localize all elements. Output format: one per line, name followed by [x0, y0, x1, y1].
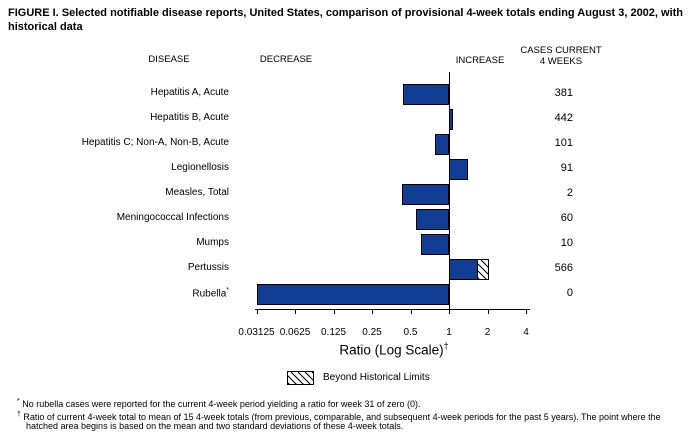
dagger-marker: † [17, 410, 21, 418]
figure-title: FIGURE I. Selected notifiable disease reports, United States, comparison of provisional 4-week totals ending August 3, 2002, with historical data [8, 7, 684, 33]
footnote-ratio-definition-text: Ratio of current 4-week total to mean of 15 4-week totals (from previous, comparable, and subsequent 4-week periods for the past 5 years). The point where the hatched area begins is based on the mean and two standard deviations of these 4-week totals. [23, 411, 661, 431]
disease-label [165, 187, 229, 198]
footnote-ratio-definition [17, 410, 693, 432]
column-header-disease: DISEASE [148, 54, 190, 65]
axis-tick [411, 309, 412, 314]
disease-label-text: Meningococcal Infections [116, 212, 229, 223]
footnotes [17, 397, 693, 432]
column-header-cases-line1: CASES CURRENT [520, 45, 602, 56]
disease-label-text: Mumps [196, 237, 229, 248]
ratio-bar [435, 134, 449, 155]
axis-tick-label: 2 [484, 327, 491, 338]
disease-label-asterisk: * [226, 287, 229, 294]
cases-current-value: 91 [560, 162, 573, 174]
axis-tick-label: 0.0625 [279, 327, 311, 338]
disease-label-text: Pertussis [187, 262, 229, 273]
axis-tick-label: 1 [446, 327, 452, 338]
disease-label [82, 137, 229, 148]
disease-label-text: Hepatitis C; Non-A, Non-B, Acute [81, 137, 229, 148]
cases-current-value: 566 [554, 262, 573, 274]
axis-tick-label: 0.03125 [238, 327, 275, 338]
cases-current-value: 10 [560, 237, 573, 249]
axis-tick [449, 309, 450, 314]
cases-current-value: 60 [560, 212, 573, 224]
x-axis-title-dagger: † [443, 341, 449, 351]
disease-label-text: Measles, Total [165, 187, 229, 198]
ratio-bar [449, 259, 478, 280]
legend-label: Beyond Historical Limits [323, 372, 430, 383]
x-axis-title [339, 341, 448, 358]
disease-label [188, 262, 229, 273]
axis-tick-label: 4 [523, 327, 529, 338]
disease-label-text: Legionellosis [171, 162, 229, 173]
axis-tick [372, 309, 373, 314]
disease-label-text: Rubella [192, 288, 227, 300]
ratio-bar [257, 284, 450, 305]
footnote-rubella-text: No rubella cases were reported for the current 4-week period yielding a ratio for week 31 of zero (0). [22, 399, 421, 409]
cases-current-value: 0 [566, 287, 573, 299]
disease-label-text: Hepatitis A, Acute [150, 87, 229, 98]
x-axis-line [255, 309, 530, 310]
beyond-historical-limits-bar-segment [477, 259, 489, 280]
cases-current-value: 381 [554, 87, 573, 99]
column-header-cases-current-4-weeks [520, 45, 601, 67]
disease-label [171, 162, 229, 173]
axis-tick-label: 0.125 [320, 327, 347, 338]
axis-tick-label: 0.5 [403, 327, 418, 338]
ratio-bar [449, 159, 468, 180]
axis-tick [488, 309, 489, 314]
cases-current-value: 2 [566, 187, 573, 199]
axis-tick [526, 309, 527, 314]
column-header-increase: INCREASE [455, 55, 505, 66]
axis-tick-label: 0.25 [362, 327, 382, 338]
asterisk-marker: * [17, 398, 20, 405]
column-header-decrease: DECREASE [259, 54, 313, 65]
x-axis-title-text: Ratio (Log Scale) [339, 342, 444, 358]
ratio-bar [403, 84, 449, 105]
axis-tick [295, 309, 296, 314]
ratio-bar [402, 184, 449, 205]
disease-label-text: Hepatitis B, Acute [150, 112, 229, 123]
cases-current-value: 442 [554, 112, 573, 124]
axis-tick [257, 309, 258, 314]
disease-label [192, 287, 229, 299]
disease-label [150, 112, 229, 123]
beyond-historical-limits-hatched-swatch [287, 371, 314, 385]
baseline-ratio-1 [449, 72, 450, 310]
disease-label [151, 87, 229, 98]
ratio-bar [421, 234, 449, 255]
axis-tick [334, 309, 335, 314]
footnote-rubella [17, 397, 693, 410]
disease-label [117, 212, 229, 223]
ratio-bar [416, 209, 449, 230]
column-header-cases-line2: 4 WEEKS [539, 56, 583, 67]
cases-current-value: 101 [554, 137, 573, 149]
disease-label [196, 237, 229, 248]
